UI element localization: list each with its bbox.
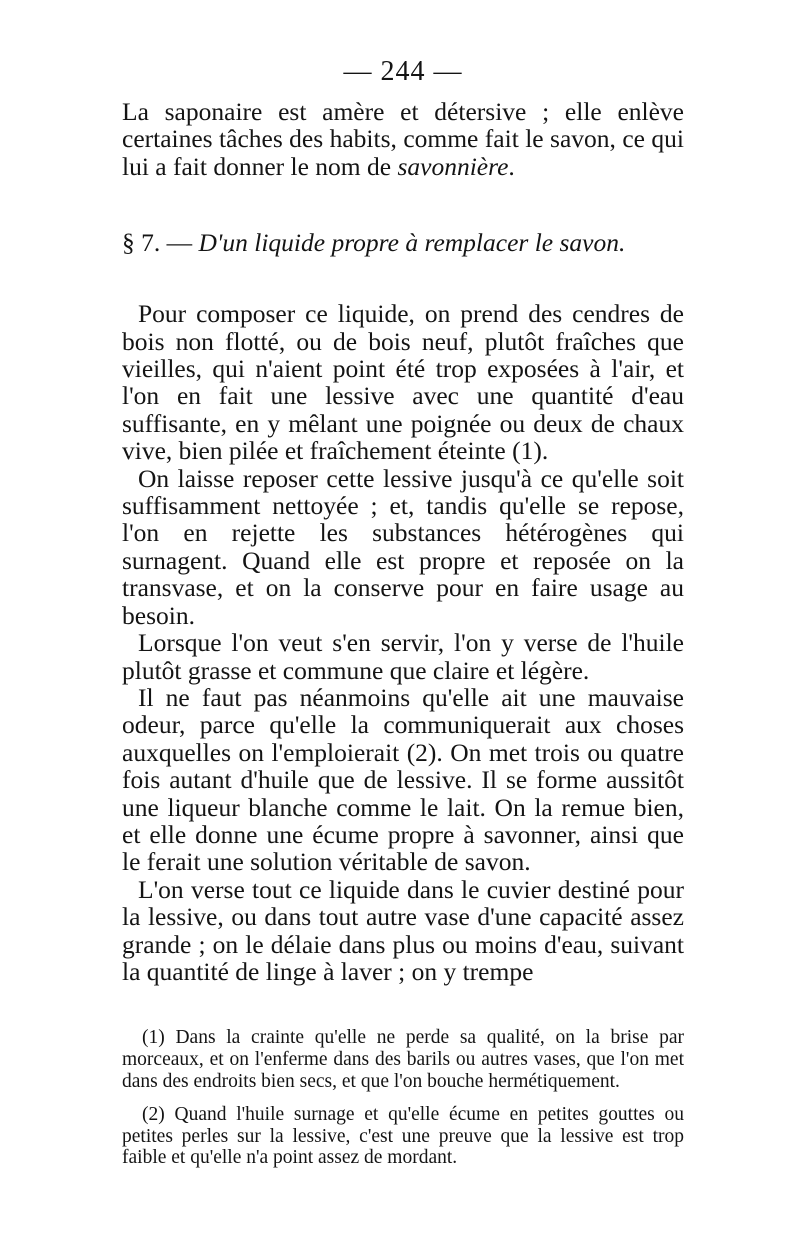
section-heading [122,228,684,258]
paragraph: Lorsque l'on veut s'en servir, l'on y verse de l'huile plutôt grasse et commune que claire et légère. [122,628,684,685]
footnotes [122,1027,684,1169]
book-page [122,52,684,1181]
intro-italic-term: savonnière [397,151,509,181]
page-number: — 244 — [343,56,463,87]
intro-paragraph [122,98,684,180]
footnote: (1) Dans la crainte qu'elle ne perde sa qualité, on la brise par morceaux, et on l'enferme dans des barils ou autres vases, que l'on met dans des endroits bien secs, et que l'on bouche hermétiquement. [122,1027,684,1092]
paragraph: L'on verse tout ce liquide dans le cuvier destiné pour la lessive, ou dans tout autre vase d'une capacité assez grande ; on le délaie dans plus ou moins d'eau, suivant la quantité de linge à laver ; on y trempe [122,874,684,986]
footnote: (2) Quand l'huile surnage et qu'elle écume en petites gouttes ou petites perles sur la lessive, c'est une preuve que la lessive est trop faible et qu'elle n'a point assez de mordant. [122,1104,684,1169]
intro-text: La saponaire est amère et détersive ; elle enlève certaines tâches des habits, comme fait le savon, ce qui lui a fait donner le nom de [122,97,684,181]
main-text [122,300,684,985]
paragraph: Pour composer ce liquide, on prend des cendres de bois non flotté, ou de bois neuf, plutôt fraîches que vieilles, qui n'aient point été trop exposées à l'air, et l'on en fait une lessive avec une quantité d'eau suffisante, en y mêlant une poignée ou deux de chaux vive, bien pilée et fraîchement éteinte (1). [122,299,684,466]
paragraph: Il ne faut pas néanmoins qu'elle ait une mauvaise odeur, parce qu'elle la communiquerait aux choses auxquelles on l'emploierait (2). On met trois ou quatre fois autant d'huile que de lessive. Il se forme aussitôt une liqueur blanche comme le lait. On la remue bien, et elle donne une écume propre à savonner, ainsi que le ferait une solution véritable de savon. [122,682,684,877]
section-number: § 7. [122,228,161,258]
section-title: D'un liquide propre à remplacer le savon. [198,228,626,258]
section-dash: — [160,228,199,258]
intro-text-end: . [508,151,515,181]
paragraph: On laisse reposer cette lessive jusqu'à ce qu'elle soit suffisamment nettoyée ; et, tandis qu'elle se repose, l'on en rejette les substances hétérogènes qui surnagent. Quand elle est propre et reposée on la transvase, et on la conserve pour en faire usage au besoin. [122,463,684,630]
